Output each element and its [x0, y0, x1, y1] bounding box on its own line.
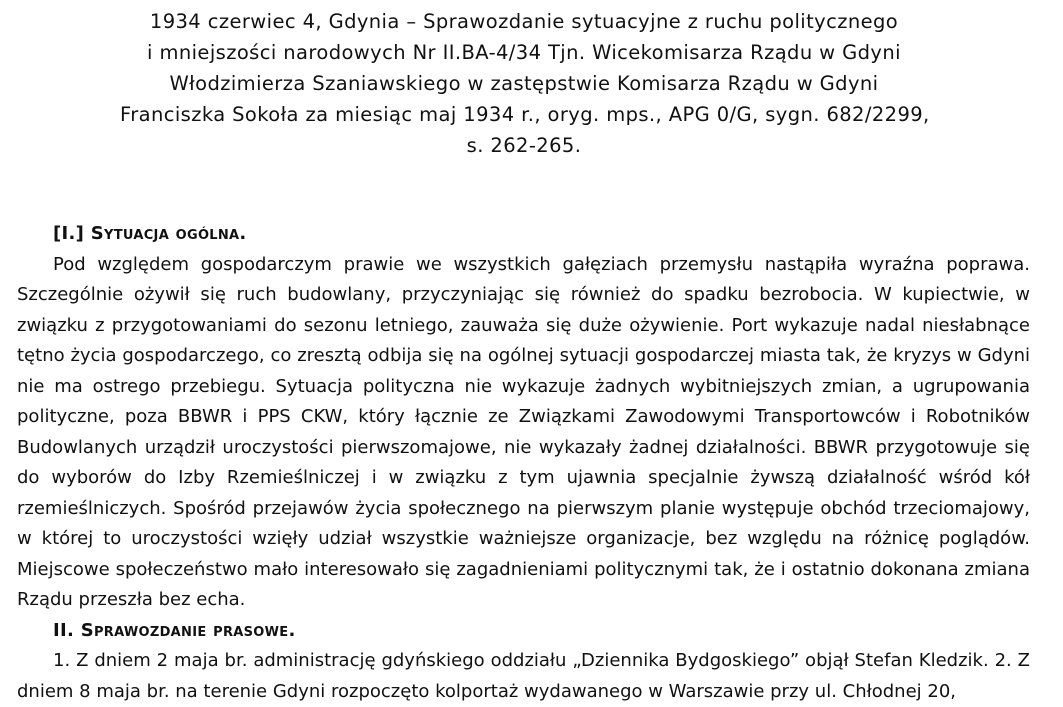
paragraph: 1. Z dniem 2 maja br. administrację gdyńskiego oddziału „Dziennika Bydgoskiego” objął Stefan Kledzik. 2. Z dniem 8 maja br. na terenie Gdyni rozpoczęto kolportaż wydawanego w Warszawie przy ul. Chłodnej 20, — [17, 646, 1030, 707]
header-line: Włodzimierza Szaniawskiego w zastępstwie Komisarza Rządu w Gdyni — [120, 68, 928, 99]
document-header — [120, 6, 928, 161]
section-general-situation — [17, 219, 1030, 616]
header-line: 1934 czerwiec 4, Gdynia – Sprawozdanie sytuacyjne z ruchu politycznego — [120, 6, 928, 37]
header-line: i mniejszości narodowych Nr II.BA-4/34 Tjn. Wicekomisarza Rządu w Gdyni — [120, 37, 928, 68]
section-heading: [I.] Sytuacja ogólna. — [17, 219, 1030, 250]
section-heading: II. Sprawozdanie prasowe. — [17, 616, 1030, 647]
header-line: Franciszka Sokoła za miesiąc maj 1934 r., oryg. mps., APG 0/G, sygn. 682/2299, — [120, 99, 928, 130]
paragraph: Pod względem gospodarczym prawie we wszystkich gałęziach przemysłu nastąpiła wyraźna poprawa. Szczególnie ożywił się ruch budowlany, przyczyniając się również do spadku bezrobocia. W kupiectwie, w związku z przygotowaniami do sezonu letniego, zauważa się duże ożywienie. Port wykazuje nadal niesłabnące tętno życia gospodarczego, co zresztą odbija się na ogólnej sytuacji gospodarczej miasta tak, że kryzys w Gdyni nie ma ostrego przebiegu. Sytuacja polityczna nie wykazuje żadnych wybitniejszych zmian, a ugrupowania polityczne, poza BBWR i PPS CKW, który łącznie ze Związkami Zawodowymi Transportowców i Robotników Budowlanych urządził uroczystości pierwszomajowe, nie wykazały żadnej działalności. BBWR przygotowuje się do wyborów do Izby Rzemieślniczej i w związku z tym ujawnia specjalnie żywszą działalność wśród kół rzemieślniczych. Spośród przejawów życia społecznego na pierwszym planie występuje obchód trzeciomajowy, w której to uroczystości wzięły udział wszystkie ważniejsze organizacje, bez względu na różnicę poglądów. Miejscowe społeczeństwo mało interesowało się zagadnieniami politycznymi tak, że i ostatnio dokonana zmiana Rządu przeszła bez echa. — [17, 250, 1030, 616]
header-line: s. 262-265. — [120, 130, 928, 161]
document-body — [17, 219, 1030, 707]
section-press-report — [17, 616, 1030, 707]
